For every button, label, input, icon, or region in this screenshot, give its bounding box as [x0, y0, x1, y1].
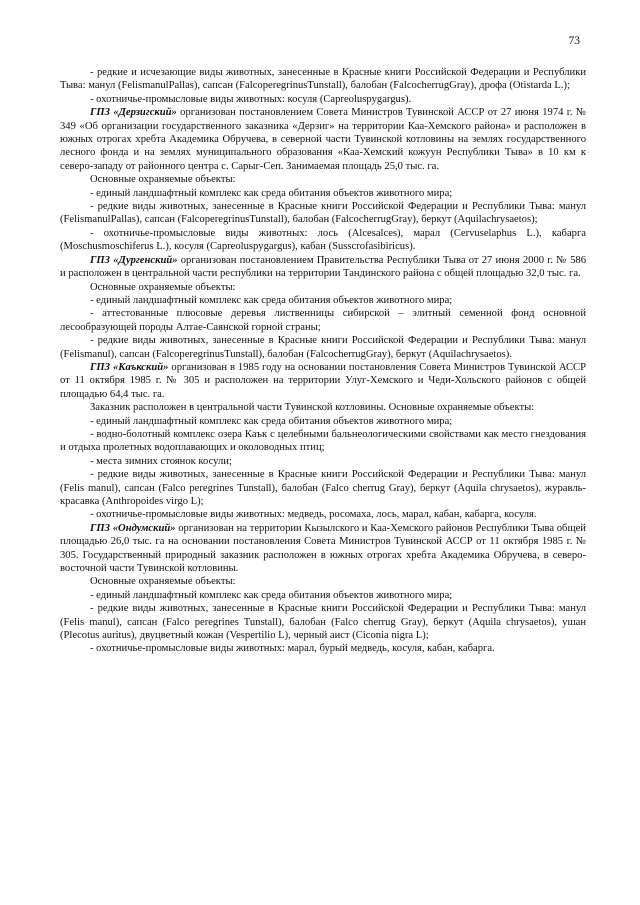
paragraph: - редкие виды животных, занесенные в Красные книги Российской Федерации и Республики Тыва: манул (FelismanulPallas), сапсан (FalcoperegrinusTunstall), балобан (FalcocherrugGray), беркут (Aquilachrysaetos);: [60, 201, 586, 226]
paragraph: - редкие виды животных, занесенные в Красные книги Российской Федерации и Республики Тыва: манул (Felis manul), сапсан (Falco peregrines Tunstall), балобан (Falco cherrug Gray), беркут (Aquila chrysaetos), журавль-красавка (Anthropoides virgo L);: [60, 469, 586, 507]
page-number: 73: [568, 35, 580, 47]
paragraph: Заказник расположен в центральной части Тувинской котловины. Основные охраняемые объекты:: [90, 402, 535, 414]
reserve-name-derzig: ГПЗ «Дерзигский»: [90, 107, 177, 119]
paragraph: - единый ландшафтный комплекс как среда обитания объектов животного мира;: [90, 415, 453, 427]
paragraph: - редкие виды животных, занесенные в Красные книги Российской Федерации и Республики Тыва: манул (Felismanul), сапсан (FalcoperegrinusTunstall), балобан (FalcocherrugGray), беркут (Aquilachrysaetos).: [60, 335, 586, 360]
reserve-name-durgen: ГПЗ «Дургенский»: [90, 254, 178, 266]
paragraph: - места зимних стоянок косули;: [90, 455, 232, 467]
paragraph: Основные охраняемые объекты:: [90, 576, 236, 588]
reserve-name-ondum: ГПЗ «Ондумский»: [90, 522, 176, 534]
paragraph: - охотничье-промысловые виды животных: косуля (Capreoluspygargus).: [90, 93, 412, 105]
paragraph: - водно-болотный комплекс озера Каък с целебными бальнеологическими свойствами как место гнездования и отдыха пролетных водоплавающих и околоводных птиц;: [60, 428, 586, 454]
reserve-name-kaak: ГПЗ «Каъкский»: [90, 361, 169, 373]
paragraph: Основные охраняемые объекты:: [90, 281, 236, 293]
paragraph-kaak: ГПЗ «Каъкский» организован в 1985 году на основании постановления Совета Министров Тувинской АССР от 11 октября 1985 г. № 305 и расположен на территории Улуг-Хемского и Чеди-Хольского районов с общей площадью 64,4 тыс. га.: [60, 361, 586, 400]
paragraph: - единый ландшафтный комплекс как среда обитания объектов животного мира;: [90, 187, 453, 199]
paragraph: - аттестованные плюсовые деревья лиственницы сибирской – элитный семенной фонд основной лесообразующей породы Алтае-Саянской горной страны;: [60, 308, 586, 333]
paragraph: - охотничье-промысловые виды животных: лось (Alcesalces), марал (Cervuselaphus L.), кабарга (Moschusmoschiferus L.), косуля (Capreoluspygargus), кабан (Susscrofasibiricus).: [60, 227, 586, 253]
paragraph-derzig: ГПЗ «Дерзигский» организован постановлением Совета Министров Тувинской АССР от 27 июня 1974 г. № 349 «Об организации государственного заказника «Дерзиг» на территории Каа-Хемского района» и расположен в южных отрогах хребта Академика Обручева, в северной части Тувинской котловины на землях государственного лесного фонда и на землях муниципального образования «Каа-Хемский кожуун Республики Тыва» в 10 км к северо-западу от районного центра с. Сарыг-Сеп. Занимаемая площадь 25,0 тыс. га.: [60, 107, 586, 172]
paragraph: - охотничье-промысловые виды животных: медведь, росомаха, лось, марал, кабан, кабарга, косуля.: [90, 509, 537, 521]
paragraph: - единый ландшафтный комплекс как среда обитания объектов животного мира;: [90, 589, 453, 601]
paragraph: - единый ландшафтный комплекс как среда обитания объектов животного мира;: [90, 294, 453, 306]
page-body: [60, 66, 586, 656]
paragraph-ondum: ГПЗ «Ондумский» организован на территории Кызылского и Каа-Хемского районов Республики Тыва общей площадью 26,0 тыс. га на основании постановления Совета Министров Тувинской АССР от 11 октября 1985 г. № 305. Государственный природный заказник расположен в южных отрогах хребта Академика Обручева, в северо-восточной части Тувинской котловины.: [60, 522, 586, 575]
paragraph: - редкие виды животных, занесенные в Красные книги Российской Федерации и Республики Тыва: манул (Felis manul), сапсан (Falco peregrines Tunstall), балобан (Falco cherrug Gray), беркут (Aquila chrysaetos), ушан (Plecotus auritus), двуцветный кожан (Vespertilio L), черный аист (Ciconia nigra L);: [60, 603, 586, 642]
paragraph: Основные охраняемые объекты:: [90, 174, 236, 186]
paragraph-durgen: ГПЗ «Дургенский» организован постановлением Правительства Республики Тыва от 27 июня 2000 г. № 586 и расположен в центральной части республики на территории Тандинского района с общей площадью 32,0 тыс. га.: [60, 254, 586, 280]
paragraph: - охотничье-промысловые виды животных: марал, бурый медведь, косуля, кабан, кабарга.: [90, 643, 495, 655]
paragraph: - редкие и исчезающие виды животных, занесенные в Красные книги Российской Федерации и Республики Тыва: манул (FelismanulPallas), сапсан (FalcoperegrinusTunstall), балобан (FalcocherrugGray), дрофа (Otistarda L.);: [60, 67, 586, 92]
